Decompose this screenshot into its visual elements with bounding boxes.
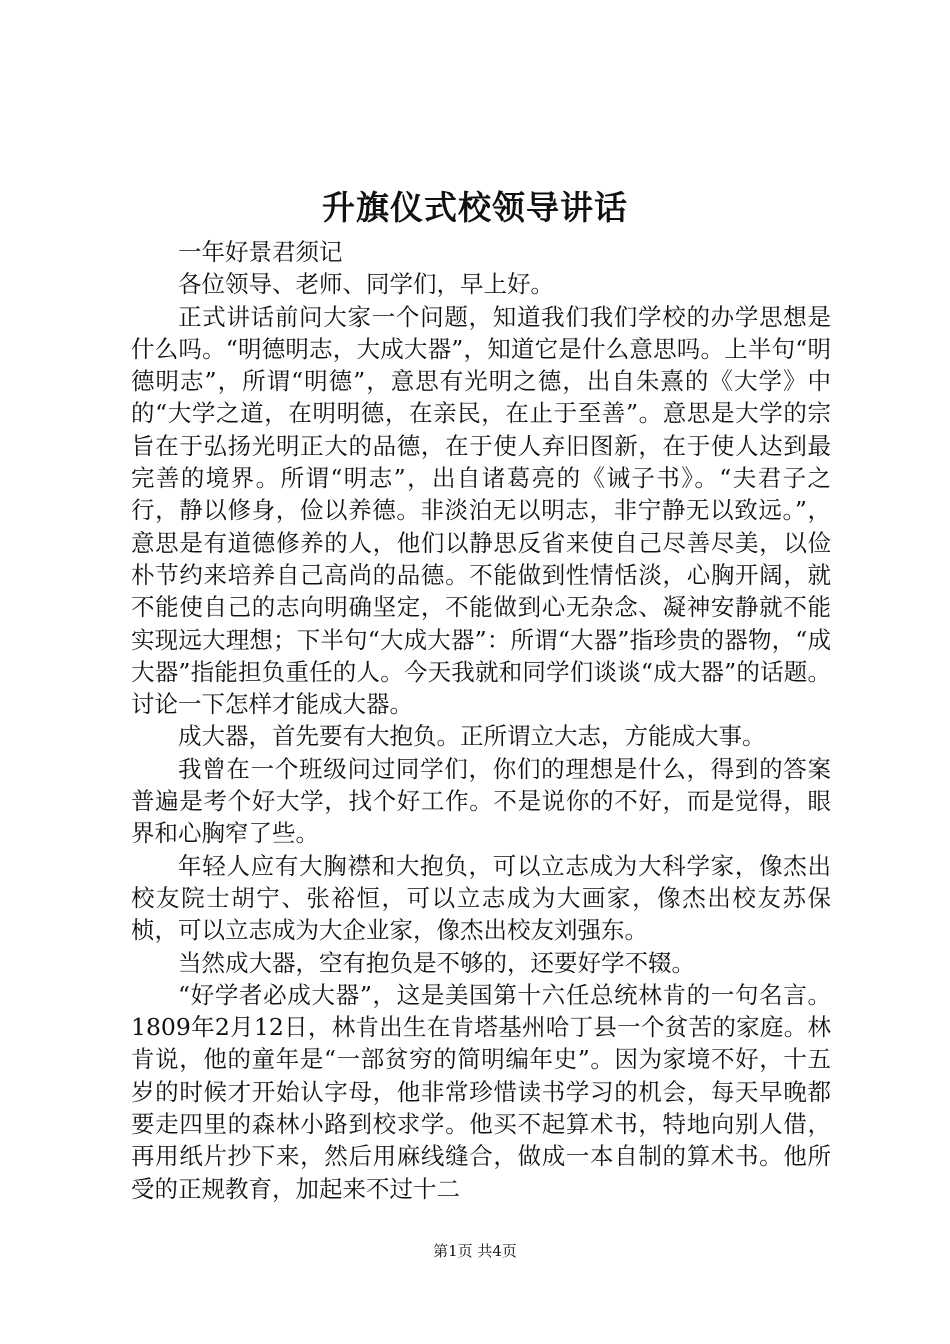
paragraph: 一年好景君须记 (178, 238, 343, 266)
paragraph: 正式讲话前问大家一个问题，知道我们我们学校的办学思想是什么吗。“明德明志，大成大器”，知道它是什么意思吗。上半句“明德明志”，所谓“明德”，意思有光明之德，出自朱熹的《大学》中的“大学之道，在明明德，在亲民，在止于至善”。意思是大学的宗旨在于弘扬光明正大的品德，在于使人弃旧图新，在于使人达到最完善的境界。所谓“明志”，出自诸葛亮的《诫子书》。“夫君子之行，静以修身，俭以养德。非淡泊无以明志，非宁静无以致远。”，意思是有道德修养的人，他们以静思反省来使自己尽善尽美，以俭朴节约来培养自己高尚的品德。不能做到性情恬淡，心胸开阔，就不能使自己的志向明确坚定，不能做到心无杂念、凝神安静就不能实现远大理想；下半句“大成大器”：所谓“大器”指珍贵的器物，“成大器”指能担负重任的人。今天我就和同学们谈谈“成大器”的话题。讨论一下怎样才能成大器。 (131, 302, 831, 719)
document-body (131, 236, 831, 1205)
paragraph: “好学者必成大器”，这是美国第十六任总统林肯的一句名言。1809年2月12日，林肯出生在肯塔基州哈丁县一个贫苦的家庭。林肯说，他的童年是“一部贫穷的简明编年史”。因为家境不好，十五岁的时候才开始认字母，他非常珍惜读书学习的机会，每天早晚都要走四里的森林小路到校求学。他买不起算术书，特地向别人借，再用纸片抄下来，然后用麻线缝合，做成一本自制的算术书。他所受的正规教育，加起来不过十二 (131, 980, 831, 1203)
paragraph: 各位领导、老师、同学们，早上好。 (178, 270, 554, 299)
page-footer: 第1页 共4页 (433, 1242, 517, 1260)
paragraph: 成大器，首先要有大抱负。正所谓立大志，方能成大事。 (178, 722, 766, 751)
document-title: 升旗仪式校领导讲话 (322, 188, 628, 227)
paragraph: 当然成大器，空有抱负是不够的，还要好学不辍。 (178, 948, 695, 977)
paragraph: 年轻人应有大胸襟和大抱负，可以立志成为大科学家，像杰出校友院士胡宁、张裕恒，可以立志成为大画家，像杰出校友苏保桢，可以立志成为大企业家，像杰出校友刘强东。 (131, 851, 831, 945)
paragraph: 我曾在一个班级问过同学们，你们的理想是什么，得到的答案普遍是考个好大学，找个好工作。不是说你的不好，而是觉得，眼界和心胸窄了些。 (131, 754, 831, 848)
